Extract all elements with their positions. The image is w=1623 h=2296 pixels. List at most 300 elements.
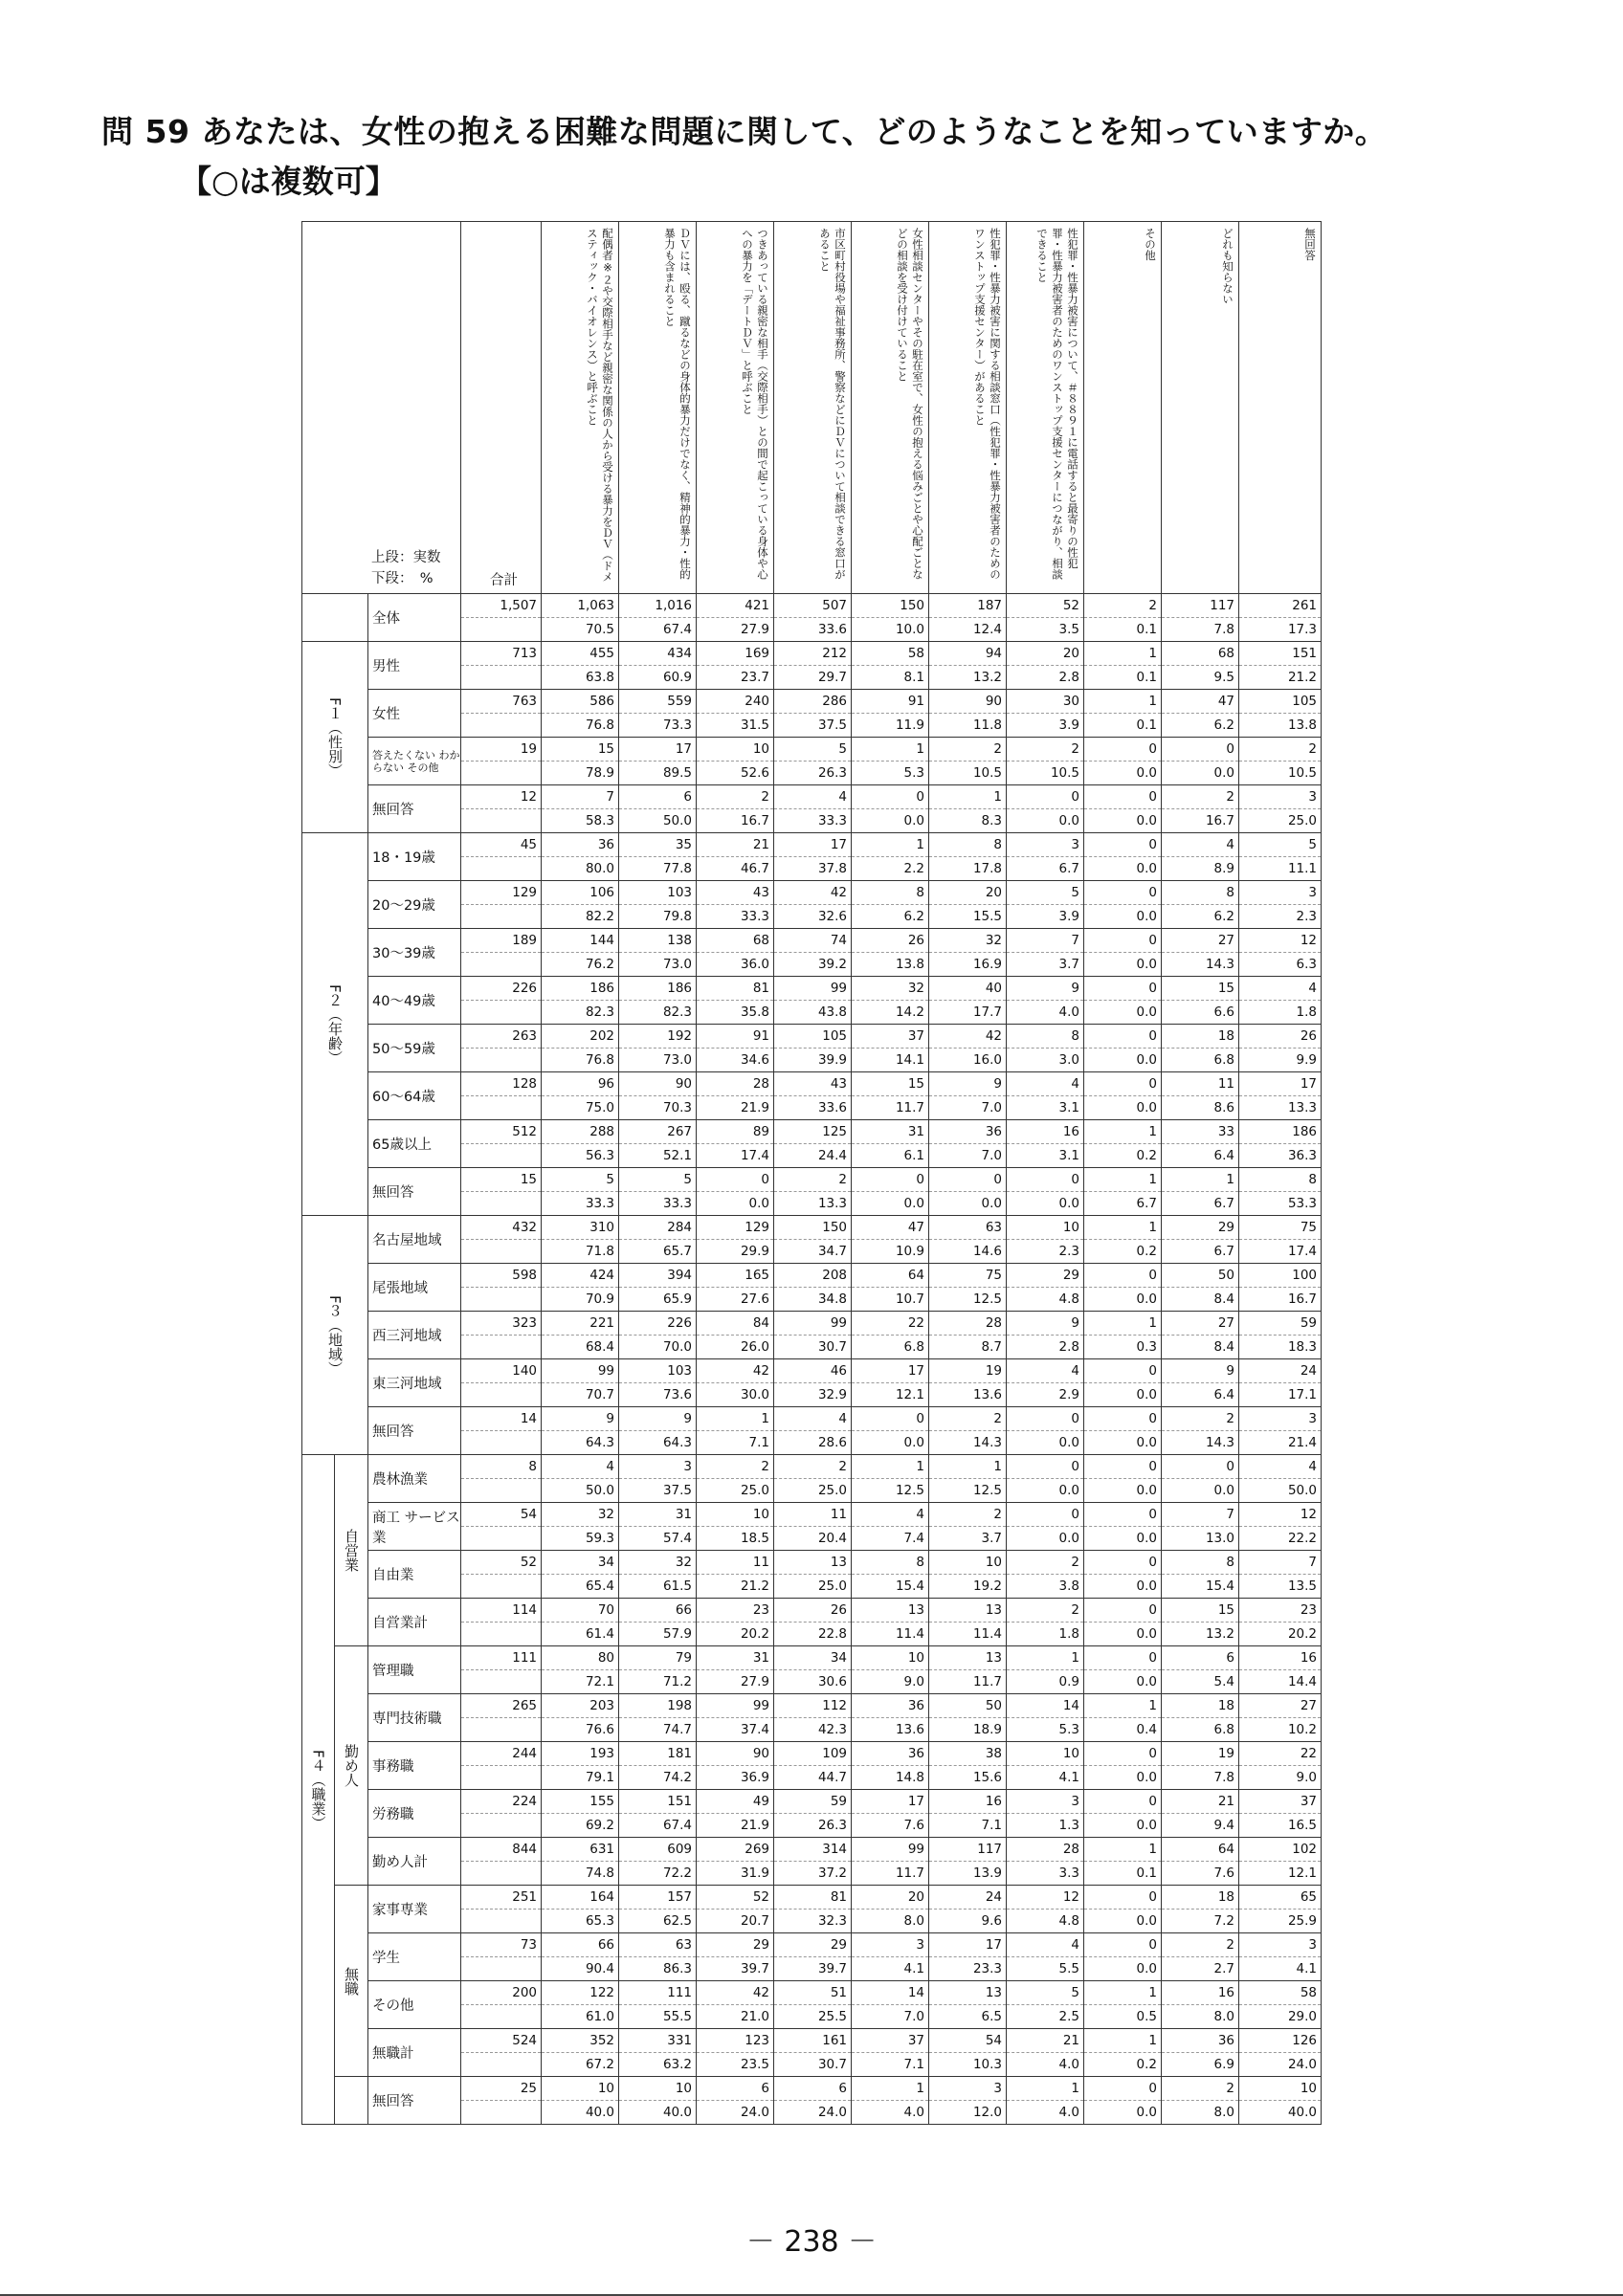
value-cell [774,833,852,881]
value-percent: 3.1 [1007,1143,1083,1167]
total-count: 224 [512,1794,538,1809]
value-count: 2 [1071,741,1080,757]
value-cell [1084,1407,1162,1455]
value-percent: 2.8 [1007,1335,1083,1358]
value-count: 91 [907,694,925,709]
value-count: 165 [745,1268,770,1283]
value-percent: 12.1 [1239,1861,1321,1885]
value-percent: 73.6 [619,1382,696,1406]
value-count: 99 [752,1698,770,1713]
value-count: 59 [1300,1315,1318,1331]
row-label: 専門技術職 [368,1694,461,1742]
value-percent: 24.0 [697,2100,773,2124]
value-percent: 16.9 [929,952,1006,976]
value-percent: 20.2 [1239,1622,1321,1645]
value-count: 331 [667,2033,693,2048]
total-percent [461,808,541,832]
column-header-text: ＤＶには、殴る、蹴るなどの身体的暴力だけでなく、精神的暴力・性的暴力も含まれること [663,228,693,580]
table-row [302,1551,1322,1599]
total-count: 73 [520,1937,538,1953]
value-percent: 68.4 [542,1335,618,1358]
value-percent: 25.0 [774,1574,851,1598]
value-percent: 0.0 [1007,1526,1083,1550]
question-title: 問 59 あなたは、女性の抱える困難な問題に関して、どのようなことを知っていますか。 [101,113,1388,150]
value-count: 8 [916,885,925,900]
value-percent: 0.0 [1084,1622,1161,1645]
value-count: 36 [907,1746,925,1761]
value-count: 20 [985,885,1003,900]
value-cell [619,2029,697,2077]
value-count: 28 [985,1315,1003,1331]
value-percent: 10.5 [1239,761,1321,784]
value-cell [1007,977,1084,1025]
value-count: 28 [752,1076,770,1092]
value-count: 5 [1308,837,1318,852]
value-count: 4 [838,1411,848,1426]
table-row [302,1742,1322,1790]
value-count: 32 [985,933,1003,948]
value-percent: 42.3 [774,1717,851,1741]
value-cell [1084,1168,1162,1216]
value-percent: 6.4 [1162,1382,1238,1406]
value-cell [619,2077,697,2125]
total-count: 226 [512,981,538,996]
value-cell [1007,1120,1084,1168]
value-percent: 36.3 [1239,1143,1321,1167]
value-count: 2 [838,1172,848,1187]
value-count: 42 [752,1985,770,2000]
value-cell [774,1646,852,1694]
value-cell [1162,738,1239,785]
value-percent: 37.5 [619,1478,696,1502]
value-percent: 13.2 [929,665,1006,689]
value-cell [1007,1455,1084,1503]
value-cell [542,1407,619,1455]
value-percent: 80.0 [542,856,618,880]
value-cell [852,1886,929,1933]
value-cell [697,2077,774,2125]
value-count: 198 [667,1698,693,1713]
value-count: 181 [667,1746,693,1761]
total-percent [461,1909,541,1932]
value-percent: 13.5 [1239,1574,1321,1598]
total-count: 114 [512,1602,538,1618]
value-cell [1162,881,1239,929]
value-percent: 65.3 [542,1909,618,1932]
value-cell [852,1838,929,1886]
total-cell [461,1455,542,1503]
value-cell [774,594,852,642]
value-percent: 65.4 [542,1574,618,1598]
total-count: 111 [512,1650,538,1666]
row-label: 自由業 [368,1551,461,1599]
total-cell [461,1838,542,1886]
row-label: 労務職 [368,1790,461,1838]
value-count: 52 [1062,598,1080,613]
value-cell [1084,1646,1162,1694]
total-percent [461,1956,541,1980]
value-percent: 4.8 [1007,1287,1083,1311]
value-percent: 3.7 [1007,952,1083,976]
value-count: 631 [589,1842,615,1857]
value-cell [929,1120,1007,1168]
value-percent: 33.6 [774,617,851,641]
value-count: 226 [667,1315,693,1331]
value-percent: 0.0 [1084,1478,1161,1502]
table-row [302,1886,1322,1933]
total-percent [461,2004,541,2028]
value-cell [929,1694,1007,1742]
value-count: 0 [1148,1937,1158,1953]
value-cell [1007,1072,1084,1120]
value-cell [619,1790,697,1838]
value-cell [774,1551,852,1599]
value-cell [1084,642,1162,690]
column-header [619,222,697,594]
value-cell [1084,785,1162,833]
value-cell [1084,1933,1162,1981]
value-cell [619,1838,697,1886]
value-percent: 8.3 [929,808,1006,832]
value-percent: 36.9 [697,1765,773,1789]
value-percent: 1.3 [1007,1813,1083,1837]
value-count: 0 [1148,1555,1158,1570]
value-percent: 28.6 [774,1430,851,1454]
value-percent: 78.9 [542,761,618,784]
value-percent: 21.9 [697,1813,773,1837]
value-count: 0 [1148,1602,1158,1618]
value-cell [929,833,1007,881]
value-cell [619,1025,697,1072]
value-percent: 3.7 [929,1526,1006,1550]
value-count: 138 [667,933,693,948]
value-percent: 15.4 [852,1574,928,1598]
value-cell [1239,1120,1322,1168]
value-percent: 16.0 [929,1048,1006,1071]
legend-bottom: 下段： % [371,571,434,586]
value-count: 10 [1062,1220,1080,1235]
value-count: 424 [589,1268,615,1283]
total-percent [461,1335,541,1358]
value-count: 37 [1300,1794,1318,1809]
value-count: 2 [1148,598,1158,613]
subgroup-label: 勤め人 [343,1744,360,1787]
value-cell [1007,1359,1084,1407]
value-count: 9 [606,1411,615,1426]
table-row [302,785,1322,833]
value-percent: 2.8 [1007,665,1083,689]
value-count: 50 [1217,1268,1235,1283]
row-label: 自営業計 [368,1599,461,1646]
value-cell [619,1407,697,1455]
value-cell [697,1694,774,1742]
row-label: 勤め人計 [368,1838,461,1886]
value-count: 0 [993,1172,1003,1187]
value-count: 0 [1071,1459,1080,1474]
table-row [302,929,1322,977]
value-count: 106 [589,885,615,900]
value-percent: 7.1 [697,1430,773,1454]
value-count: 267 [667,1124,693,1139]
value-cell [852,1694,929,1742]
value-cell [619,1646,697,1694]
value-cell [1007,833,1084,881]
value-count: 26 [830,1602,848,1618]
value-count: 34 [597,1555,615,1570]
value-percent: 21.2 [697,1574,773,1598]
value-cell [542,1120,619,1168]
value-count: 9 [1071,1315,1080,1331]
value-count: 0 [1148,1746,1158,1761]
value-cell [774,1886,852,1933]
value-count: 89 [752,1124,770,1139]
value-count: 1 [916,741,925,757]
value-count: 49 [752,1794,770,1809]
value-percent: 0.0 [1084,1048,1161,1071]
value-count: 2 [993,1507,1003,1522]
value-count: 1 [1148,694,1158,709]
value-count: 150 [822,1220,848,1235]
value-count: 21 [1062,2033,1080,2048]
value-percent: 8.4 [1162,1335,1238,1358]
value-count: 0 [761,1172,770,1187]
value-percent: 13.8 [852,952,928,976]
value-count: 46 [830,1363,848,1379]
value-cell [929,1072,1007,1120]
value-count: 4 [1308,981,1318,996]
value-cell [1162,977,1239,1025]
table-row [302,1838,1322,1886]
value-cell [542,833,619,881]
value-percent: 9.0 [852,1669,928,1693]
total-percent [461,1717,541,1741]
value-count: 117 [1210,598,1235,613]
value-count: 0 [1071,1507,1080,1522]
value-cell [1084,1503,1162,1551]
row-label: 40～49歳 [368,977,461,1025]
value-percent: 21.4 [1239,1430,1321,1454]
value-cell [697,1312,774,1359]
value-count: 16 [1062,1124,1080,1139]
total-cell [461,1742,542,1790]
value-percent: 15.6 [929,1765,1006,1789]
value-percent: 16.7 [697,808,773,832]
value-count: 32 [907,981,925,996]
value-percent: 8.9 [1162,856,1238,880]
value-cell [1239,1646,1322,1694]
value-count: 6 [838,2081,848,2096]
value-count: 38 [985,1746,1003,1761]
total-percent [461,1239,541,1263]
value-percent: 0.0 [1084,761,1161,784]
value-percent: 0.0 [1084,1956,1161,1980]
value-count: 0 [916,789,925,805]
value-count: 7 [1071,933,1080,948]
value-count: 161 [822,2033,848,2048]
total-percent [461,665,541,689]
value-count: 15 [907,1076,925,1092]
value-count: 0 [1071,1411,1080,1426]
value-percent: 3.0 [1007,1048,1083,1071]
total-percent [461,1430,541,1454]
value-percent: 56.3 [542,1143,618,1167]
value-cell [542,2029,619,2077]
value-percent: 14.3 [1162,1430,1238,1454]
value-cell [1162,1072,1239,1120]
value-percent: 6.6 [1162,1000,1238,1024]
value-percent: 0.0 [1084,1813,1161,1837]
value-percent: 27.9 [697,617,773,641]
value-percent: 4.0 [1007,2052,1083,2076]
total-percent [461,1478,541,1502]
value-percent: 14.1 [852,1048,928,1071]
total-count: 45 [520,837,538,852]
value-percent: 13.8 [1239,713,1321,737]
value-percent: 16.5 [1239,1813,1321,1837]
value-count: 0 [1148,1794,1158,1809]
value-count: 17 [907,1794,925,1809]
value-cell [697,1455,774,1503]
value-cell [619,1933,697,1981]
value-percent: 40.0 [542,2100,618,2124]
value-percent: 29.9 [697,1239,773,1263]
value-percent: 61.0 [542,2004,618,2028]
row-label: 事務職 [368,1742,461,1790]
value-percent: 0.0 [1084,1382,1161,1406]
value-percent: 7.8 [1162,1765,1238,1789]
value-percent: 0.2 [1084,2052,1161,2076]
total-cell [461,881,542,929]
value-percent: 82.3 [542,1000,618,1024]
value-count: 3 [1308,1937,1318,1953]
value-cell [774,2029,852,2077]
total-cell [461,1886,542,1933]
value-percent: 10.2 [1239,1717,1321,1741]
value-count: 7 [1308,1555,1318,1570]
value-cell [697,1407,774,1455]
value-count: 310 [589,1220,615,1235]
value-cell [542,929,619,977]
value-percent: 6.7 [1084,1191,1161,1215]
value-percent: 6.2 [852,904,928,928]
value-percent: 10.9 [852,1239,928,1263]
value-percent: 52.1 [619,1143,696,1167]
value-cell [542,1216,619,1264]
group-label-cell [302,642,368,833]
value-percent: 0.0 [1084,1000,1161,1024]
value-count: 29 [1217,1220,1235,1235]
value-percent: 61.4 [542,1622,618,1645]
value-cell [619,1599,697,1646]
value-count: 36 [1217,2033,1235,2048]
value-cell [1007,1551,1084,1599]
value-cell [542,977,619,1025]
value-count: 18 [1217,1028,1235,1044]
value-count: 10 [907,1650,925,1666]
value-percent: 4.0 [1007,2100,1083,2124]
table-row [302,1646,1322,1694]
value-percent: 9.5 [1162,665,1238,689]
value-cell [1162,1981,1239,2029]
value-cell [852,1072,929,1120]
value-cell [929,785,1007,833]
value-percent: 74.7 [619,1717,696,1741]
value-count: 10 [1300,2081,1318,2096]
value-count: 123 [745,2033,770,2048]
legend [371,547,441,589]
total-count: 200 [512,1985,538,2000]
value-percent: 10.3 [929,2052,1006,2076]
value-percent: 39.7 [774,1956,851,1980]
value-percent: 12.1 [852,1382,928,1406]
total-cell [461,2077,542,2125]
value-count: 1 [1148,646,1158,661]
value-count: 68 [752,933,770,948]
value-count: 155 [589,1794,615,1809]
value-percent: 8.0 [1162,2100,1238,2124]
value-cell [929,929,1007,977]
value-cell [1007,1981,1084,2029]
value-cell [852,1503,929,1551]
value-percent: 17.1 [1239,1382,1321,1406]
value-count: 0 [1148,1889,1158,1905]
value-cell [1007,1933,1084,1981]
value-count: 221 [589,1315,615,1331]
row-label: 無回答 [368,1168,461,1216]
value-percent: 6.7 [1162,1191,1238,1215]
value-count: 64 [907,1268,925,1283]
value-percent: 7.0 [852,2004,928,2028]
value-count: 24 [985,1889,1003,1905]
value-percent: 14.3 [929,1430,1006,1454]
page-number: － 238 － [745,2225,878,2259]
value-count: 16 [1217,1985,1235,2000]
value-percent: 6.5 [929,2004,1006,2028]
value-count: 17 [1300,1076,1318,1092]
value-cell [1084,1551,1162,1599]
value-count: 8 [916,1555,925,1570]
total-cell [461,642,542,690]
value-cell [697,929,774,977]
value-cell [619,1886,697,1933]
value-cell [1239,1790,1322,1838]
value-percent: 12.5 [852,1478,928,1502]
value-cell [697,1981,774,2029]
total-cell [461,929,542,977]
table-row [302,1072,1322,1120]
value-count: 75 [1300,1220,1318,1235]
value-count: 0 [916,1411,925,1426]
column-header [1239,222,1322,594]
value-count: 29 [1062,1268,1080,1283]
row-label: 無回答 [368,785,461,833]
value-count: 66 [675,1602,693,1618]
value-cell [774,1933,852,1981]
value-count: 105 [822,1028,848,1044]
value-cell [697,1503,774,1551]
value-cell [697,642,774,690]
value-count: 240 [745,694,770,709]
total-percent [461,1048,541,1071]
value-percent: 25.0 [1239,808,1321,832]
value-count: 1,063 [577,598,615,613]
value-count: 112 [822,1698,848,1713]
value-percent: 76.6 [542,1717,618,1741]
value-cell [542,738,619,785]
value-cell [774,1981,852,2029]
value-cell [619,594,697,642]
value-cell [774,929,852,977]
